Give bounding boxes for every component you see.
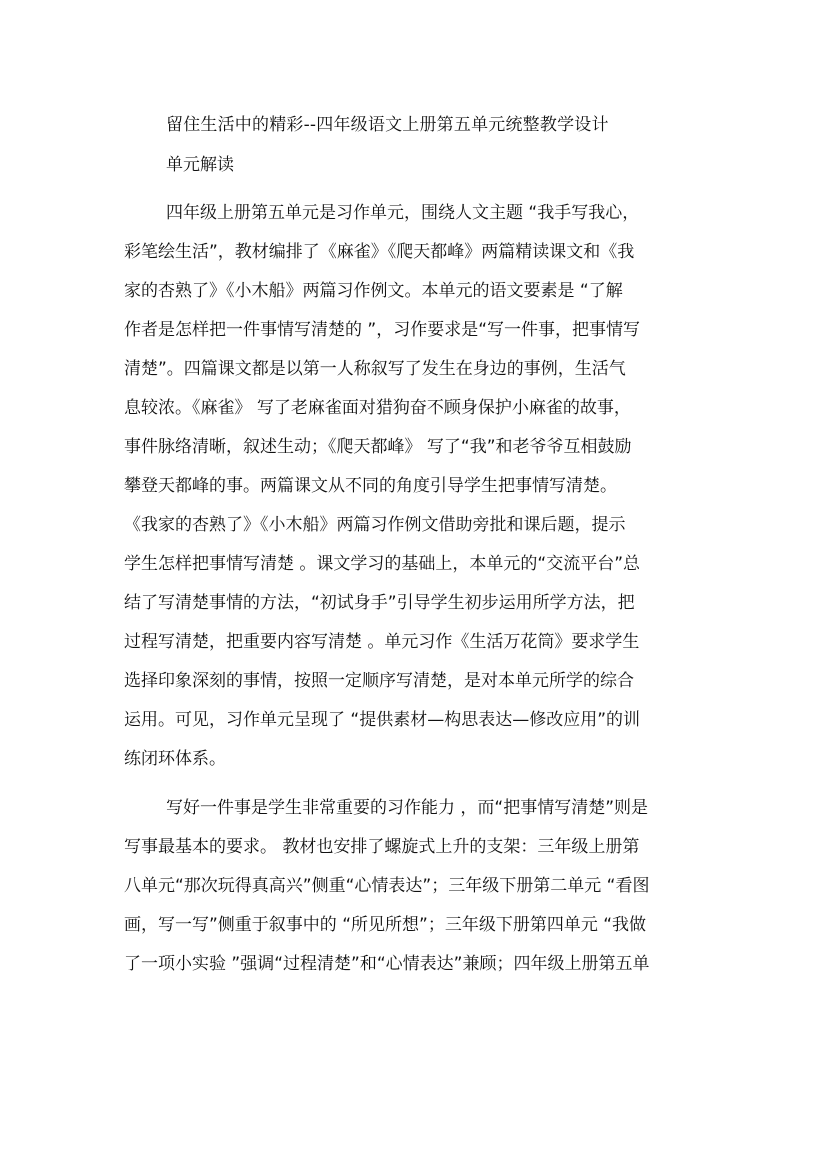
paragraph-line: 学生怎样把事情写清楚 。课文学习的基础上，本单元的“交流平台”总 <box>124 554 641 574</box>
paragraph-line: 运用。可见，习作单元呈现了 “提供素材—构思表达—修改应用”的训 <box>124 710 641 730</box>
paragraph-line: 写好一件事是学生非常重要的习作能力 ，而“把事情写清楚”则是 <box>166 798 649 818</box>
paragraph-line: 四年级上册第五单元是习作单元，围绕人文主题 “我手写我心， <box>166 203 640 223</box>
paragraph-line: 攀登天都峰的事。两篇课文从不同的角度引导学生把事情写清楚。 <box>124 476 617 496</box>
paragraph-line: 了一项小实验 ”强调“过程清楚”和“心情表达”兼顾；四年级上册第五单 <box>124 954 650 974</box>
paragraph-line: 练闭环体系。 <box>124 749 226 769</box>
paragraph-line: 清楚”。四篇课文都是以第一人称叙写了发生在身边的事例，生活气 <box>124 359 626 379</box>
paragraph-line: 写事最基本的要求。 教材也安排了螺旋式上升的支架：三年级上册第 <box>124 837 640 857</box>
paragraph-line: 《我家的杏熟了》《小木船》两篇习作例文借助旁批和课后题，提示 <box>124 515 626 535</box>
paragraph-line: 事件脉络清晰，叙述生动；《爬天都峰》 写了“我”和老爷爷互相鼓励 <box>124 437 632 457</box>
paragraph-line: 画，写一写”侧重于叙事中的 “所见所想”；三年级下册第四单元 “我做 <box>124 915 647 935</box>
paragraph-line: 息较浓。《麻雀》 写了老麻雀面对猎狗奋不顾身保护小麻雀的故事， <box>124 398 631 418</box>
paragraph-line: 作者是怎样把一件事情写清楚的 ”，习作要求是“写一件事，把事情写 <box>124 320 641 340</box>
paragraph-line: 选择印象深刻的事情，按照一定顺序写清楚，是对本单元所学的综合 <box>124 671 634 691</box>
paragraph-line: 结了写清楚事情的方法，“初试身手”引导学生初步运用所学方法，把 <box>124 593 635 613</box>
section-heading: 单元解读 <box>166 155 234 175</box>
paragraph-line: 过程写清楚，把重要内容写清楚 。单元习作《生活万花筒》要求学生 <box>124 632 640 652</box>
paragraph-line: 八单元“那次玩得真高兴”侧重“心情表达”；三年级下册第二单元 “看图 <box>124 876 650 896</box>
paragraph-line: 家的杏熟了》《小木船》两篇习作例文。本单元的语文要素是 “了解 <box>124 281 623 301</box>
document-title: 留住生活中的精彩--四年级语文上册第五单元统整教学设计 <box>166 115 609 135</box>
paragraph-line: 彩笔绘生活”，教材编排了《麻雀》《爬天都峰》两篇精读课文和《我 <box>124 242 635 262</box>
